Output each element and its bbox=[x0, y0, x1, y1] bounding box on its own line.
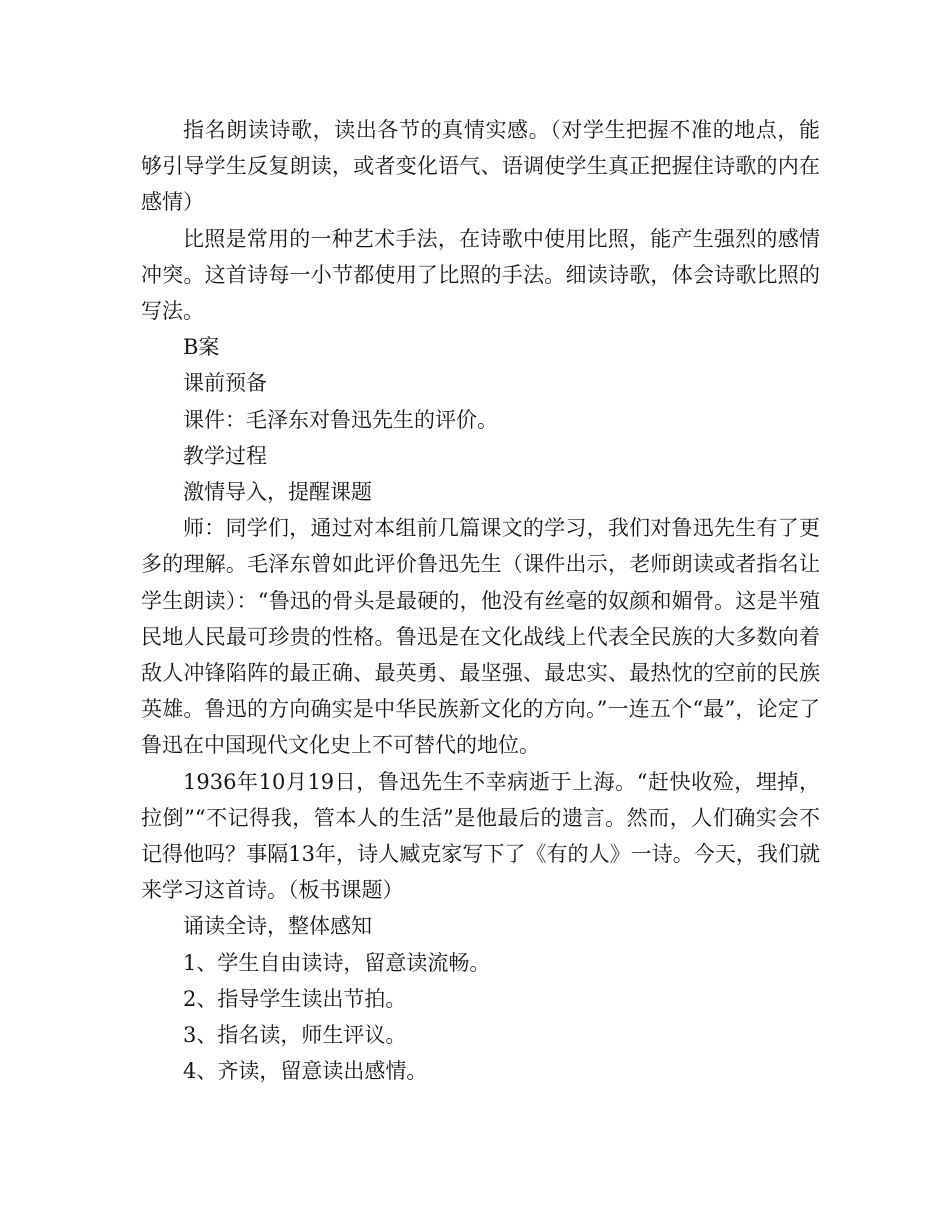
paragraph-courseware: 课件：毛泽东对鲁迅先生的评价。 bbox=[183, 407, 498, 432]
paragraph-contrast-technique: 比照是常用的一种艺术手法，在诗歌中使用比照，能产生强烈的感情冲突。这首诗每一小节都使用了比照的手法。细读诗歌，体会诗歌比照的写法。 bbox=[141, 226, 820, 324]
paragraph-lu-xun-death: 1936年10月19日，鲁迅先生不幸病逝于上海。“赶快收殓，埋掉，拉倒”“不记得我，管本人的生活”是他最后的遗言。然而，人们确实会不记得他吗？事隔13年，诗人臧克家写下了《有的人》一诗。今天，我们就来学习这首诗。（板书课题） bbox=[141, 769, 820, 903]
list-item-step-3: 3、指名读，师生评议。 bbox=[183, 1023, 407, 1048]
heading-recite-poem: 诵读全诗，整体感知 bbox=[183, 914, 372, 939]
heading-introduction: 激情导入，提醒课题 bbox=[183, 480, 372, 505]
heading-preparation: 课前预备 bbox=[183, 371, 267, 396]
list-item-step-2: 2、指导学生读出节拍。 bbox=[183, 986, 407, 1011]
list-item-step-4: 4、齐读，留意读出感情。 bbox=[183, 1059, 428, 1084]
heading-teaching-process: 教学过程 bbox=[183, 443, 267, 468]
list-item-step-1: 1、学生自由读诗，留意读流畅。 bbox=[183, 950, 491, 975]
paragraph-read-aloud: 指名朗读诗歌，读出各节的真情实感。（对学生把握不准的地点，能够引导学生反复朗读，或者变化语气、语调使学生真正把握住诗歌的内在感情） bbox=[141, 118, 820, 215]
paragraph-teacher-intro: 师：同学们，通过对本组前几篇课文的学习，我们对鲁迅先生有了更多的理解。毛泽东曾如此评价鲁迅先生（课件出示，老师朗读或者指名让学生朗读）：“鲁迅的骨头是最硬的，他没有丝毫的奴颜和媚骨。这是半殖民地人民最可珍贵的性格。鲁迅是在文化战线上代表全民族的大多数向着敌人冲锋陷阵的最正确、最英勇、最坚强、最忠实、最热忱的空前的民族英雄。鲁迅的方向确实是中华民族新文化的方向。”一连五个“最”，论定了鲁迅在中国现代文化史上不可替代的地位。 bbox=[141, 516, 820, 758]
heading-plan-b: B案 bbox=[183, 335, 220, 360]
